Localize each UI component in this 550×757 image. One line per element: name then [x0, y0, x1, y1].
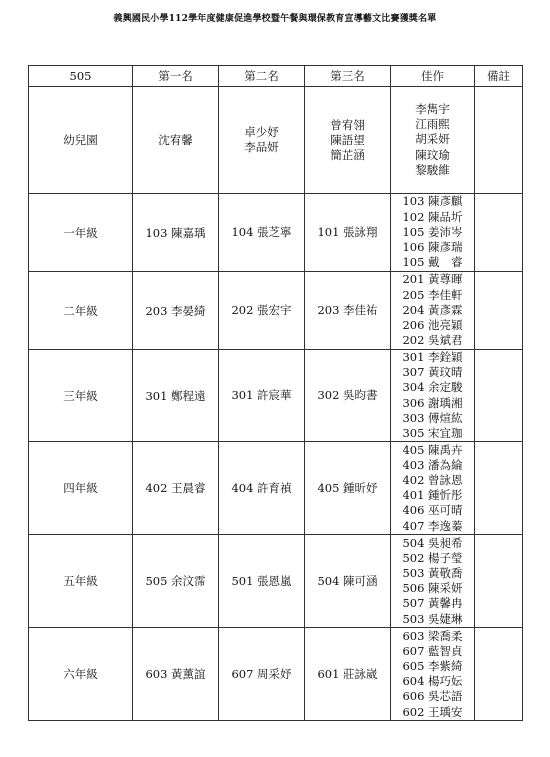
honorable-mention-cell-name: 201 黃尊暉	[402, 272, 463, 287]
remark-cell	[475, 442, 523, 535]
honorable-mention-cell-name: 204 黃彥霖	[402, 302, 463, 317]
honorable-mention-cell	[391, 442, 475, 535]
table-row	[29, 350, 523, 442]
first-place-cell: 203 李晏綺	[133, 272, 219, 350]
first-place-cell: 402 王晨睿	[133, 442, 219, 535]
honorable-mention-cell-name: 401 鍾忻彤	[402, 488, 463, 503]
second-place-cell-name: 202 張宏宇	[231, 303, 292, 317]
remark-cell	[475, 87, 523, 194]
table-row	[29, 535, 523, 628]
honorable-mention-cell-name: 503 吳婕琳	[402, 611, 463, 626]
remark-cell	[475, 535, 523, 628]
second-place-cell	[219, 442, 305, 535]
third-place-cell	[305, 442, 391, 535]
honorable-mention-cell-name: 江雨熙	[415, 117, 450, 132]
first-place-cell: 301 鄭程遠	[133, 350, 219, 442]
honorable-mention-cell-name: 407 李逸蓁	[402, 518, 463, 533]
remark-cell	[475, 194, 523, 272]
second-place-cell	[219, 272, 305, 350]
grade-cell: 五年級	[29, 535, 133, 628]
honorable-mention-cell-name: 605 李紫綺	[402, 659, 463, 674]
honorable-mention-cell-name: 205 李佳軒	[402, 287, 463, 302]
third-place-cell-name: 504 陳可涵	[317, 573, 378, 588]
first-place-cell: 603 黃薰誼	[133, 628, 219, 721]
grade-cell: 幼兒園	[29, 87, 133, 194]
third-place-cell-name: 601 莊詠崴	[317, 666, 378, 681]
table-row	[29, 194, 523, 272]
grade-cell: 三年級	[29, 350, 133, 442]
first-place-cell: 505 余汶霈	[133, 535, 219, 628]
second-place-cell-name: 301 許宸華	[231, 388, 292, 403]
honorable-mention-cell	[391, 350, 475, 442]
second-place-cell	[219, 628, 305, 721]
award-table	[28, 65, 523, 721]
honorable-mention-cell-name: 507 黃馨冉	[402, 596, 463, 611]
honorable-mention-cell-name: 607 藍智貞	[402, 643, 463, 658]
header-class: 505	[29, 66, 133, 87]
honorable-mention-cell-name: 504 吳昶希	[402, 535, 463, 550]
table-row	[29, 628, 523, 721]
header-row	[29, 66, 523, 87]
honorable-mention-cell-name: 103 陳彥麒	[402, 194, 463, 209]
honorable-mention-cell-name: 506 陳采妍	[402, 581, 463, 596]
header-second-place: 第二名	[219, 66, 305, 87]
grade-cell: 一年級	[29, 194, 133, 272]
honorable-mention-cell-name: 402 曾詠恩	[402, 473, 463, 488]
grade-cell: 四年級	[29, 442, 133, 535]
header-third-place: 第三名	[305, 66, 391, 87]
honorable-mention-cell	[391, 535, 475, 628]
honorable-mention-cell-name: 206 池亮穎	[402, 318, 463, 333]
second-place-cell-name: 104 張芝寧	[231, 225, 292, 239]
second-place-cell	[219, 194, 305, 272]
second-place-cell-name: 607 周采妤	[231, 666, 292, 681]
honorable-mention-cell-name: 陳玟瑜	[415, 147, 450, 162]
grade-cell: 二年級	[29, 272, 133, 350]
third-place-cell	[305, 535, 391, 628]
page-title: 義興國民小學112學年度健康促進學校暨午餐與環保教育宣導藝文比賽獲獎名單	[113, 14, 437, 24]
honorable-mention-cell-name: 405 陳禹卉	[402, 442, 463, 457]
honorable-mention-cell-name: 403 潘為綸	[402, 457, 463, 472]
honorable-mention-cell-name: 303 傅煊紘	[402, 410, 463, 425]
third-place-cell-name: 陳語望	[330, 132, 365, 147]
honorable-mention-cell-name: 603 梁喬柔	[402, 628, 463, 643]
remark-cell	[475, 628, 523, 721]
honorable-mention-cell-name: 306 謝瑀湘	[402, 395, 463, 410]
honorable-mention-cell-name: 202 吳斌君	[402, 333, 463, 348]
first-place-cell: 103 陳嘉瑀	[133, 194, 219, 272]
header-remark: 備註	[475, 66, 523, 87]
grade-cell: 六年級	[29, 628, 133, 721]
third-place-cell-name: 203 李佳祐	[317, 303, 378, 317]
third-place-cell-name: 簡芷涵	[330, 147, 365, 162]
honorable-mention-cell	[391, 87, 475, 194]
table-row	[29, 272, 523, 350]
honorable-mention-cell-name: 307 黃玟晴	[402, 365, 463, 380]
honorable-mention-cell-name: 301 李銓穎	[402, 350, 463, 364]
second-place-cell-name: 卓少妤	[244, 125, 279, 139]
third-place-cell-name: 302 吳昀書	[317, 388, 378, 403]
third-place-cell-name: 曾宥翎	[330, 117, 365, 132]
second-place-cell-name: 501 張恩嵐	[231, 573, 292, 588]
third-place-cell	[305, 272, 391, 350]
honorable-mention-cell	[391, 194, 475, 272]
honorable-mention-cell-name: 502 楊子瑩	[402, 550, 463, 565]
honorable-mention-cell-name: 604 楊巧妘	[402, 674, 463, 689]
header-first-place: 第一名	[133, 66, 219, 87]
remark-cell	[475, 350, 523, 442]
table-row	[29, 442, 523, 535]
third-place-cell	[305, 194, 391, 272]
remark-cell	[475, 272, 523, 350]
second-place-cell	[219, 535, 305, 628]
honorable-mention-cell	[391, 272, 475, 350]
third-place-cell	[305, 628, 391, 721]
table-body	[29, 87, 523, 721]
honorable-mention-cell-name: 105 姜沛岑	[402, 224, 463, 239]
third-place-cell	[305, 350, 391, 442]
second-place-cell-name: 404 許育禎	[231, 480, 292, 495]
header-honorable-mention: 佳作	[391, 66, 475, 87]
third-place-cell-name: 101 張詠翔	[317, 225, 378, 239]
honorable-mention-cell	[391, 628, 475, 721]
honorable-mention-cell-name: 503 黃敬喬	[402, 566, 463, 581]
honorable-mention-cell-name: 305 宋宜珈	[402, 426, 463, 441]
second-place-cell-name: 李品妍	[244, 140, 279, 154]
third-place-cell	[305, 87, 391, 194]
honorable-mention-cell-name: 102 陳品圻	[402, 209, 463, 224]
third-place-cell-name: 405 鍾昕妤	[317, 480, 378, 495]
honorable-mention-cell-name: 406 巫可晴	[402, 503, 463, 518]
honorable-mention-cell-name: 李雋宇	[415, 101, 450, 116]
honorable-mention-cell-name: 胡采妍	[415, 132, 450, 147]
honorable-mention-cell-name: 105 戴 睿	[402, 255, 463, 270]
table-row	[29, 87, 523, 194]
second-place-cell	[219, 350, 305, 442]
honorable-mention-cell-name: 602 王瑀安	[402, 704, 463, 719]
honorable-mention-cell-name: 606 吳芯語	[402, 689, 463, 704]
honorable-mention-cell-name: 304 余定駿	[402, 380, 463, 395]
second-place-cell	[219, 87, 305, 194]
honorable-mention-cell-name: 106 陳彥瑞	[402, 240, 463, 255]
honorable-mention-cell-name: 黎駿維	[415, 162, 450, 177]
first-place-cell: 沈宥馨	[133, 87, 219, 194]
